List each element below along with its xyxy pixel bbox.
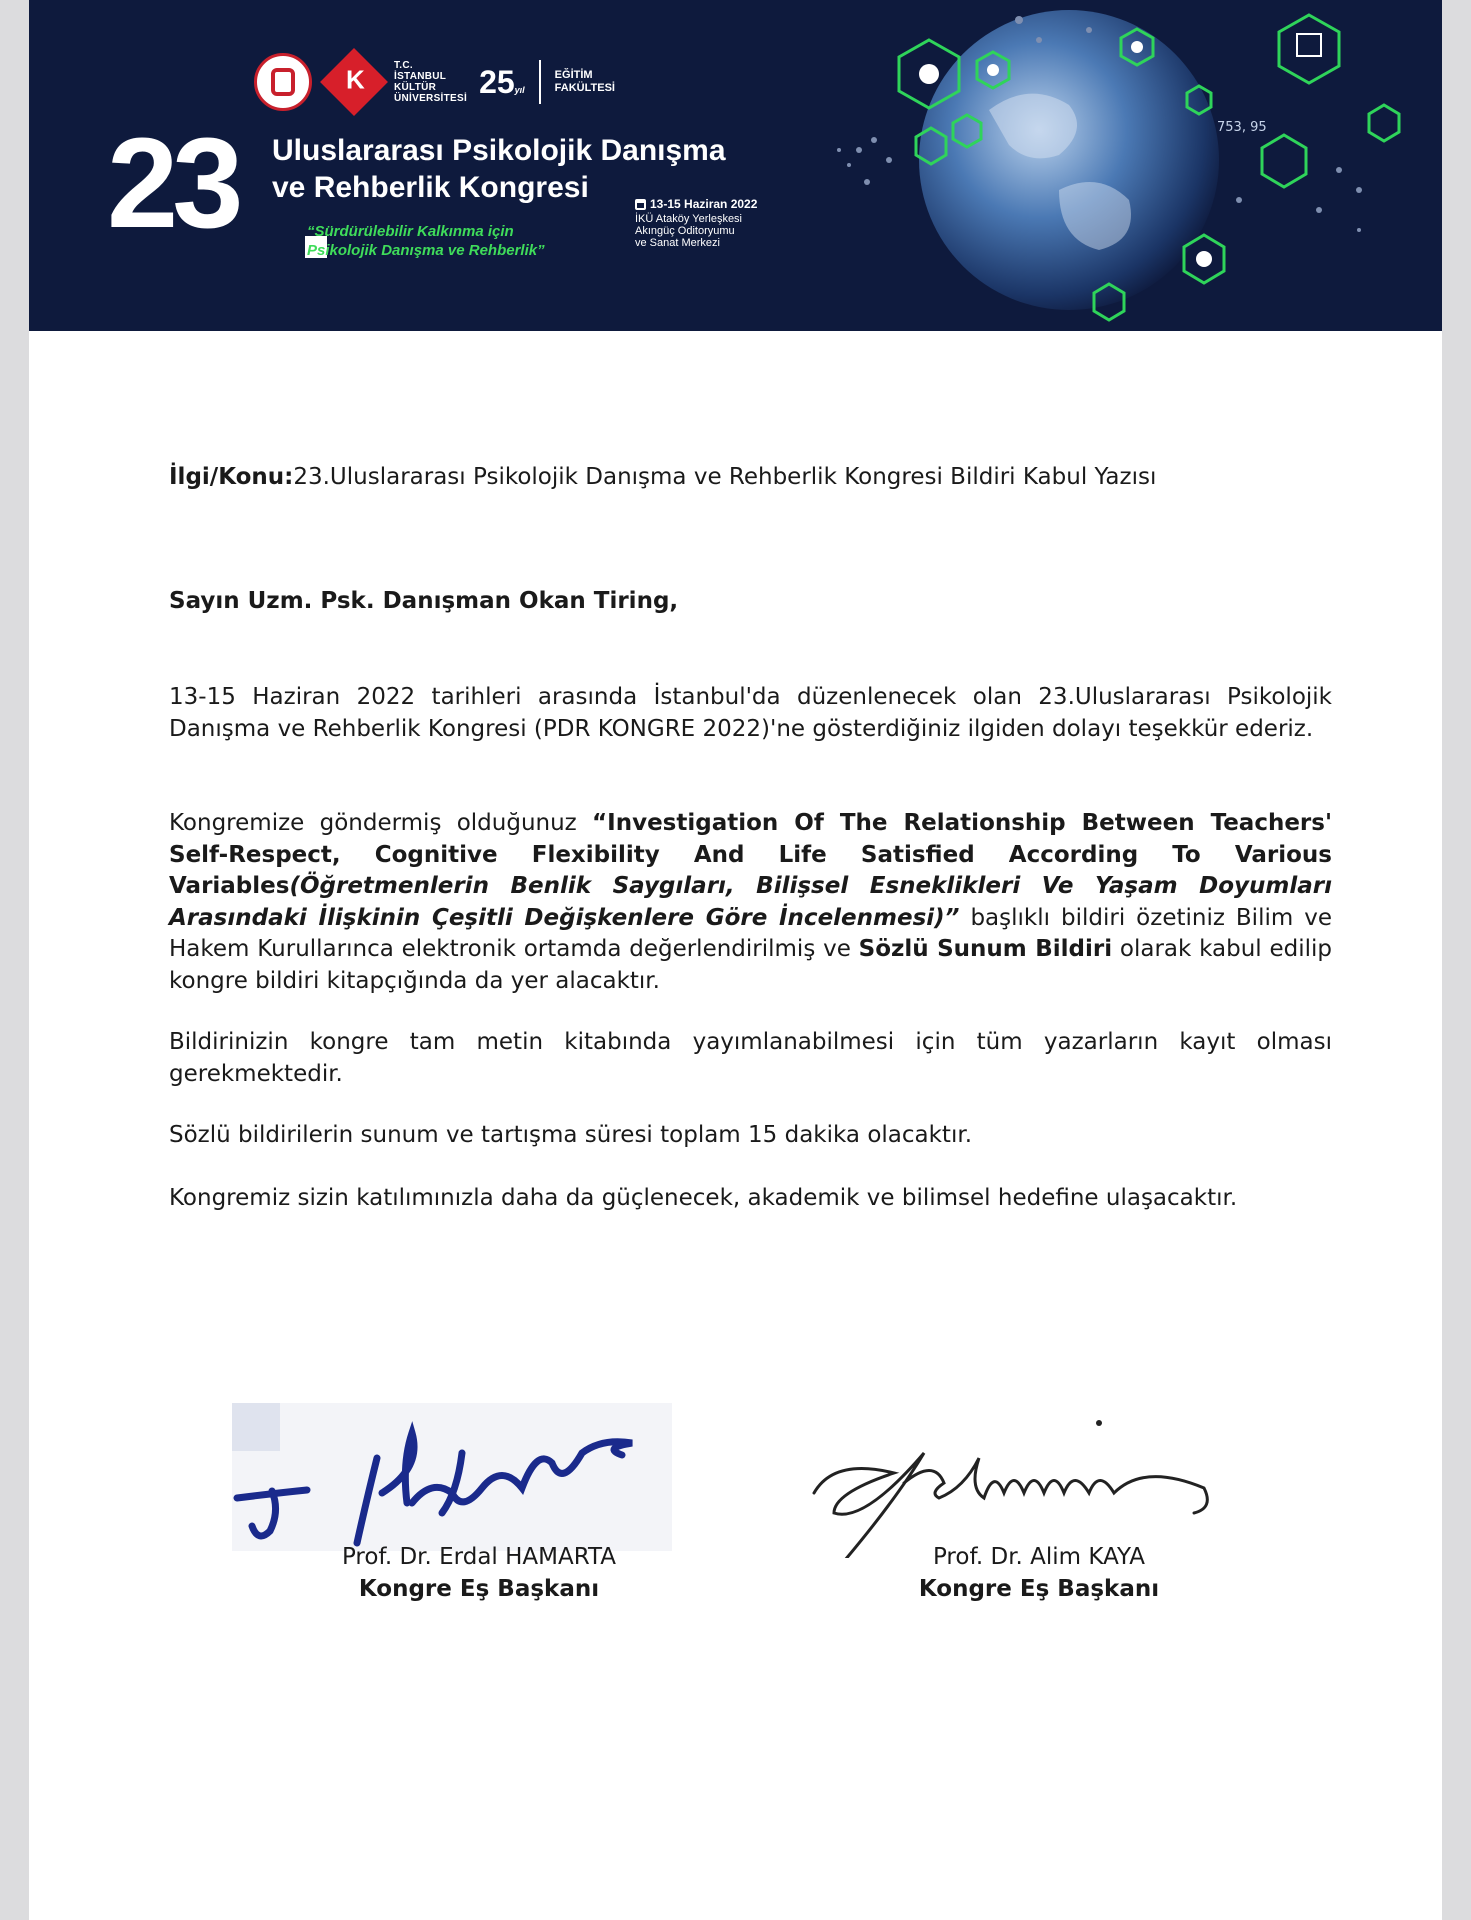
signature-block-kaya <box>829 1541 1249 1605</box>
acceptance-end: olarak kabul edilip kongre bildiri kitapçığında da yer alacaktır. <box>169 936 1332 994</box>
presentation-type: Sözlü Sunum Bildiri <box>858 936 1113 962</box>
university-name <box>394 60 467 104</box>
congress-title-line2: ve Rehberlik Kongresi <box>272 171 589 204</box>
acceptance-intro: Kongremize göndermiş olduğunuz <box>169 810 593 836</box>
signer-name: Prof. Dr. Erdal HAMARTA <box>341 1544 617 1570</box>
paragraph-closing: Kongremiz sizin katılımınızla daha da güçlenecek, akademik ve bilimsel hedefine ulaşacaktır. <box>169 1185 1238 1211</box>
signature-image-hamarta <box>232 1403 672 1551</box>
congress-banner <box>29 0 1442 331</box>
event-date <box>635 198 757 210</box>
anniversary-suffix: yıl <box>514 84 525 95</box>
congress-title <box>272 132 726 206</box>
iku-logo <box>320 48 388 116</box>
faculty-name <box>555 69 615 95</box>
letter-page <box>29 0 1442 1920</box>
congress-number: 23 <box>107 112 238 255</box>
person-symbol-icon <box>1131 41 1143 53</box>
logo-univ-line3: ÜNİVERSİTESİ <box>394 93 468 104</box>
paragraph-registration: Bildirinizin kongre tam metin kitabında yayımlanabilmesi için tüm yazarların kayıt olması gerekmektedir. <box>169 1029 1332 1087</box>
ministry-seal-logo <box>254 53 312 111</box>
signature-block-hamarta <box>269 1541 689 1605</box>
event-place <box>635 213 757 249</box>
hex-family-icon <box>1369 105 1399 141</box>
event-place-line1: İKÜ Ataköy Yerleşkesi <box>635 213 743 225</box>
slogan-line2: Psikolojik Danışma ve Rehberlik” <box>307 242 545 259</box>
paragraph-duration: Sözlü bildirilerin sunum ve tartışma süresi toplam 15 dakika olacaktır. <box>169 1122 973 1148</box>
calendar-icon <box>635 199 646 210</box>
chart-symbol-icon <box>1297 34 1321 56</box>
house-symbol-icon <box>987 64 999 76</box>
subject-label: İlgi/Konu: <box>169 464 294 490</box>
congress-title-line1: Uluslararası Psikolojik Danışma <box>272 134 726 167</box>
salutation: Sayın Uzm. Psk. Danışman Okan Tiring, <box>169 588 679 614</box>
signature-image-kaya <box>804 1408 1274 1558</box>
paper-title-turkish: (Öğretmenlerin Benlik Saygıları, Bilişsel Esneklikleri Ve Yaşam Doyumları Arasındaki İlişkinin Çeşitli Değişkenlere Göre İncelenmesi)” <box>169 873 1332 931</box>
logo-univ-line2: KÜLTÜR <box>394 82 437 93</box>
signer-role: Kongre Eş Başkanı <box>918 1576 1160 1602</box>
logo-group <box>254 52 615 112</box>
subject-text: 23.Uluslararası Psikolojik Danışma ve Rehberlik Kongresi Bildiri Kabul Yazısı <box>293 464 1157 490</box>
acceptance-mid: başlıklı bildiri özetiniz Bilim ve Hakem Kurullarınca elektronik ortamda değerlendirilmiş ve <box>169 904 1332 962</box>
globe-symbol-icon <box>919 64 939 84</box>
paragraph-acceptance <box>169 808 1332 997</box>
anniversary-logo <box>479 64 525 101</box>
signer-role: Kongre Eş Başkanı <box>358 1576 600 1602</box>
globe-illustration <box>819 0 1442 331</box>
faculty-line2: FAKÜLTESİ <box>554 82 615 94</box>
paragraph-thanks: 13-15 Haziran 2022 tarihleri arasında İstanbul'da düzenlenecek olan 23.Uluslararası Psikolojik Danışma ve Rehberlik Kongresi (PDR KONGRE 2022)'ne gösterdiğiniz ilgiden dolayı teşekkür ederiz. <box>169 684 1332 742</box>
globe-text: 753, 95 <box>1217 120 1267 135</box>
faculty-line1: EĞİTİM <box>554 69 593 81</box>
signer-name: Prof. Dr. Alim KAYA <box>932 1544 1146 1570</box>
paper-title-english: “Investigation Of The Relationship Between Teachers' Self-Respect, Cognitive Flexibility And Life Satisfied According To Various Variables <box>169 810 1333 899</box>
event-date-text: 13-15 Haziran 2022 <box>650 197 758 211</box>
logo-univ-line1: İSTANBUL <box>394 71 447 82</box>
logo-tc: T.C. <box>394 60 413 71</box>
slogan-line1: “Sürdürülebilir Kalkınma için <box>307 223 514 240</box>
hex-chart-icon <box>1279 15 1339 83</box>
subject-line <box>169 464 1156 490</box>
globe-icon <box>919 10 1219 310</box>
anniversary-number: 25 <box>479 63 515 100</box>
event-place-line2: Akıngüç Oditoryumu <box>635 225 735 237</box>
logo-divider <box>539 60 541 104</box>
event-info <box>635 198 757 249</box>
event-place-line3: ve Sanat Merkezi <box>635 237 720 249</box>
congress-slogan <box>307 222 545 260</box>
hex-wind-icon <box>1262 135 1306 187</box>
people-symbol-icon <box>1196 251 1212 267</box>
